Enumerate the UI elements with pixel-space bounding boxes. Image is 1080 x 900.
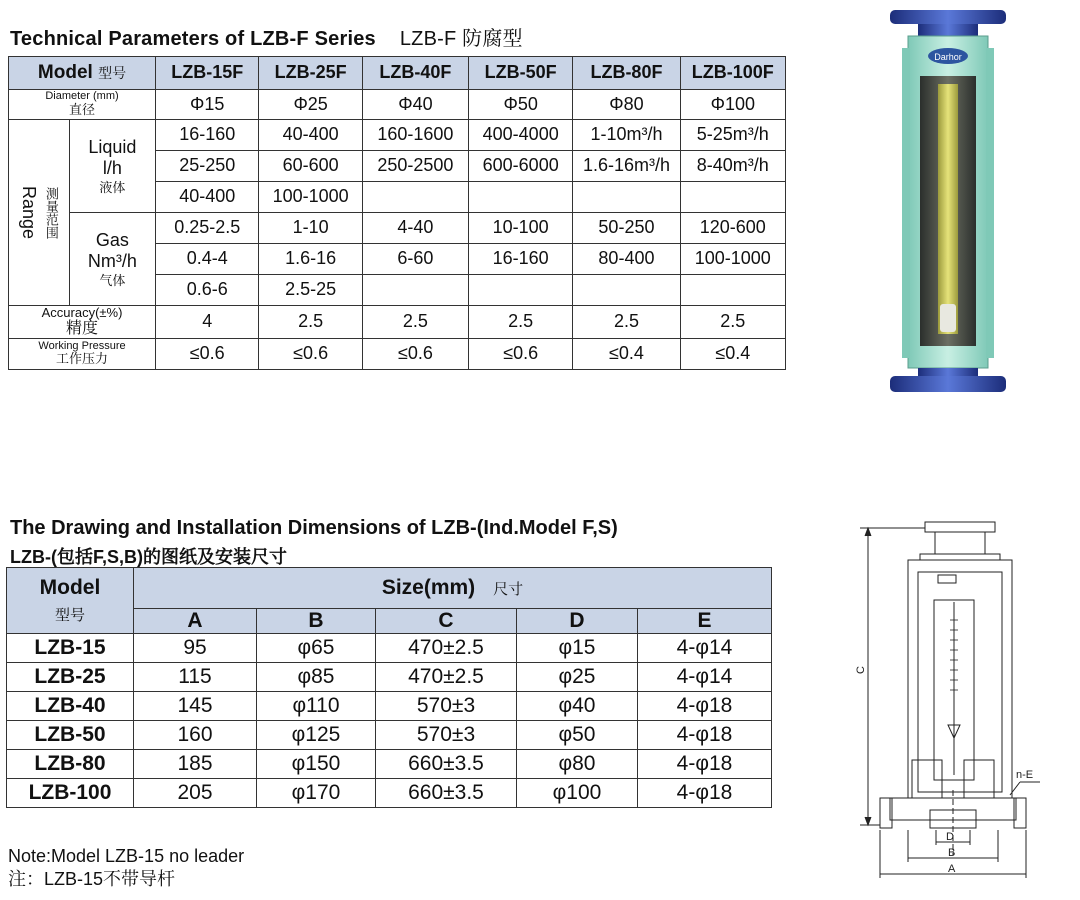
t2-cell: φ125 — [257, 721, 376, 750]
t2-cell: 4-φ18 — [638, 721, 772, 750]
t1-liquid-row — [9, 120, 786, 151]
t1-diameter-row — [9, 90, 786, 120]
t1-liquid-cell: 8-40m³/h — [680, 151, 785, 182]
t2-cell: 205 — [134, 779, 257, 808]
t2-model-cell: LZB-25 — [7, 663, 134, 692]
t1-diameter-cell: Φ15 — [156, 90, 259, 120]
t2-cell: 185 — [134, 750, 257, 779]
t2-cell: φ25 — [517, 663, 638, 692]
t1-model-label: Model — [37, 61, 93, 83]
t1-model-col: LZB-15F — [156, 57, 259, 90]
t2-cell: 660±3.5 — [376, 779, 517, 808]
t2-cell: 4-φ18 — [638, 779, 772, 808]
t1-liquid-cell: 16-160 — [156, 120, 259, 151]
t1-liquid-cell: 40-400 — [259, 120, 362, 151]
dim-label-d: D — [946, 831, 954, 843]
t1-gas-cell: 4-40 — [362, 213, 468, 244]
t2-model-cell: LZB-80 — [7, 750, 134, 779]
t2-cell: φ100 — [517, 779, 638, 808]
t1-range-label-en: Range — [18, 186, 39, 240]
section1-title-en: Technical Parameters of LZB-F Series — [10, 28, 376, 50]
t2-row — [7, 634, 772, 663]
t1-liquid-cell: 600-6000 — [469, 151, 573, 182]
t1-liquid-label-cn: 液体 — [99, 179, 126, 195]
t2-cell: 470±2.5 — [376, 663, 517, 692]
t1-model-col: LZB-25F — [259, 57, 362, 90]
t1-liquid-cell — [362, 182, 468, 213]
t2-row — [7, 692, 772, 721]
t1-gas-label-cn: 气体 — [99, 272, 126, 288]
t1-pressure-label-en: Working Pressure — [38, 339, 126, 352]
t2-cell: φ110 — [257, 692, 376, 721]
t2-cell: 145 — [134, 692, 257, 721]
t1-accuracy-cell: 2.5 — [469, 306, 573, 339]
t1-range-label-cn: 测量范围 — [43, 187, 59, 240]
t1-model-label-cn: 型号 — [98, 64, 127, 81]
t1-liquid-cell: 40-400 — [156, 182, 259, 213]
t2-model-cell: LZB-40 — [7, 692, 134, 721]
t2-cell: 4-φ18 — [638, 750, 772, 779]
t2-cell: 95 — [134, 634, 257, 663]
t1-range-label — [9, 120, 70, 306]
t1-liquid-cell — [680, 182, 785, 213]
t1-gas-cell: 120-600 — [680, 213, 785, 244]
t1-accuracy-cell: 2.5 — [680, 306, 785, 339]
t1-gas-cell: 2.5-25 — [259, 275, 362, 306]
section2-subtitle: LZB-(包括F,S,B)的图纸及安装尺寸 — [10, 547, 287, 567]
t1-pressure-label-cn: 工作压力 — [56, 351, 109, 367]
t1-gas-unit: Nm³/h — [87, 251, 137, 272]
t1-pressure-cell: ≤0.4 — [680, 338, 785, 369]
t1-model-col: LZB-40F — [362, 57, 468, 90]
t1-gas-cell: 1.6-16 — [259, 244, 362, 275]
t1-accuracy-label — [9, 306, 156, 339]
section2-title: The Drawing and Installation Dimensions of LZB-(Ind.Model F,S) — [10, 517, 618, 539]
t1-model-header — [9, 57, 156, 90]
t1-gas-label-en: Gas — [95, 229, 129, 250]
t1-accuracy-cell: 4 — [156, 306, 259, 339]
t1-pressure-cell: ≤0.6 — [259, 338, 362, 369]
t1-pressure-label — [9, 338, 156, 369]
t1-pressure-cell: ≤0.4 — [573, 338, 680, 369]
t2-col-header: B — [257, 609, 376, 634]
note-en: Note:Model LZB-15 no leader — [8, 846, 245, 866]
t1-gas-cell — [680, 275, 785, 306]
t1-diameter-label-cn: 直径 — [69, 102, 96, 117]
t2-cell: φ15 — [517, 634, 638, 663]
dimension-drawing — [840, 520, 1060, 885]
t2-cell: φ85 — [257, 663, 376, 692]
t1-accuracy-row — [9, 306, 786, 339]
t1-gas-row — [9, 213, 786, 244]
t1-liquid-cell: 5-25m³/h — [680, 120, 785, 151]
t1-gas-cell: 0.25-2.5 — [156, 213, 259, 244]
t2-cell: φ150 — [257, 750, 376, 779]
t1-model-col: LZB-100F — [680, 57, 785, 90]
t1-liquid-cell: 400-4000 — [469, 120, 573, 151]
installation-dimensions-table — [6, 567, 772, 808]
t1-diameter-label-en: Diameter (mm) — [45, 90, 119, 103]
technical-parameters-table — [8, 56, 786, 370]
t1-gas-cell: 1-10 — [259, 213, 362, 244]
t2-size-label-cn: 尺寸 — [493, 581, 524, 598]
t1-gas-cell: 0.4-4 — [156, 244, 259, 275]
dim-label-c: C — [855, 666, 867, 674]
t1-model-col: LZB-80F — [573, 57, 680, 90]
t2-size-header — [134, 568, 772, 609]
t2-model-cell: LZB-100 — [7, 779, 134, 808]
t1-liquid-cell: 160-1600 — [362, 120, 468, 151]
t1-accuracy-cell: 2.5 — [362, 306, 468, 339]
t1-gas-cell: 6-60 — [362, 244, 468, 275]
t2-cell: φ65 — [257, 634, 376, 663]
t1-gas-cell: 0.6-6 — [156, 275, 259, 306]
t2-cell: 660±3.5 — [376, 750, 517, 779]
t1-liquid-label — [69, 120, 155, 213]
dim-label-a: A — [948, 863, 956, 875]
flowmeter-photo — [888, 4, 1008, 396]
t1-liquid-cell: 100-1000 — [259, 182, 362, 213]
t2-col-header: D — [517, 609, 638, 634]
t1-pressure-cell: ≤0.6 — [156, 338, 259, 369]
t2-cell: φ50 — [517, 721, 638, 750]
t2-model-header — [7, 568, 134, 634]
t1-liquid-cell — [573, 182, 680, 213]
t2-row — [7, 779, 772, 808]
dim-label-ne: n-E — [1016, 769, 1034, 781]
t2-model-cell: LZB-50 — [7, 721, 134, 750]
t1-diameter-cell: Φ40 — [362, 90, 468, 120]
note — [8, 845, 244, 891]
t1-gas-cell: 80-400 — [573, 244, 680, 275]
t1-pressure-cell: ≤0.6 — [362, 338, 468, 369]
t1-accuracy-label-cn: 精度 — [66, 320, 99, 338]
t1-liquid-cell: 1-10m³/h — [573, 120, 680, 151]
t2-row — [7, 750, 772, 779]
t1-liquid-cell: 1.6-16m³/h — [573, 151, 680, 182]
t2-col-header: C — [376, 609, 517, 634]
t2-col-header: A — [134, 609, 257, 634]
note-cn: 注：LZB-15不带导杆 — [8, 869, 176, 889]
t2-cell: 115 — [134, 663, 257, 692]
t1-liquid-cell: 250-2500 — [362, 151, 468, 182]
t1-liquid-cell: 25-250 — [156, 151, 259, 182]
t1-liquid-label-en: Liquid — [88, 136, 137, 157]
t1-gas-cell: 10-100 — [469, 213, 573, 244]
t2-cell: 4-φ14 — [638, 663, 772, 692]
t2-size-label: Size(mm) — [381, 576, 476, 599]
t2-cell: 570±3 — [376, 721, 517, 750]
t1-pressure-cell: ≤0.6 — [469, 338, 573, 369]
t2-model-label: Model — [39, 576, 101, 599]
t2-cell: φ170 — [257, 779, 376, 808]
t2-cell: φ80 — [517, 750, 638, 779]
t1-liquid-unit: l/h — [102, 158, 122, 179]
t2-col-header: E — [638, 609, 772, 634]
t2-row — [7, 663, 772, 692]
t2-row — [7, 721, 772, 750]
t2-model-label-cn: 型号 — [54, 607, 85, 624]
t1-gas-cell — [573, 275, 680, 306]
t2-cell: φ40 — [517, 692, 638, 721]
t2-cell: 470±2.5 — [376, 634, 517, 663]
t2-cell: 570±3 — [376, 692, 517, 721]
t2-cell: 4-φ18 — [638, 692, 772, 721]
dim-label-b: B — [948, 847, 956, 859]
t2-cell: 160 — [134, 721, 257, 750]
t1-accuracy-cell: 2.5 — [259, 306, 362, 339]
t1-diameter-cell: Φ50 — [469, 90, 573, 120]
t1-diameter-cell: Φ100 — [680, 90, 785, 120]
brand-logo: Darhor — [934, 52, 962, 62]
t1-gas-cell: 50-250 — [573, 213, 680, 244]
t1-diameter-label — [9, 90, 156, 120]
t1-gas-cell — [362, 275, 468, 306]
t2-model-cell: LZB-15 — [7, 634, 134, 663]
t1-accuracy-cell: 2.5 — [573, 306, 680, 339]
t2-cell: 4-φ14 — [638, 634, 772, 663]
t1-pressure-row — [9, 338, 786, 369]
t1-gas-cell: 100-1000 — [680, 244, 785, 275]
t1-gas-label — [69, 213, 155, 306]
t1-liquid-cell: 60-600 — [259, 151, 362, 182]
t1-liquid-cell — [469, 182, 573, 213]
t1-gas-cell: 16-160 — [469, 244, 573, 275]
section1-title — [10, 22, 523, 51]
t1-diameter-cell: Φ80 — [573, 90, 680, 120]
t1-model-col: LZB-50F — [469, 57, 573, 90]
t1-gas-cell — [469, 275, 573, 306]
section1-subtitle: LZB-F 防腐型 — [399, 28, 523, 50]
t1-accuracy-label-en: Accuracy(±%) — [41, 305, 123, 320]
t1-diameter-cell: Φ25 — [259, 90, 362, 120]
